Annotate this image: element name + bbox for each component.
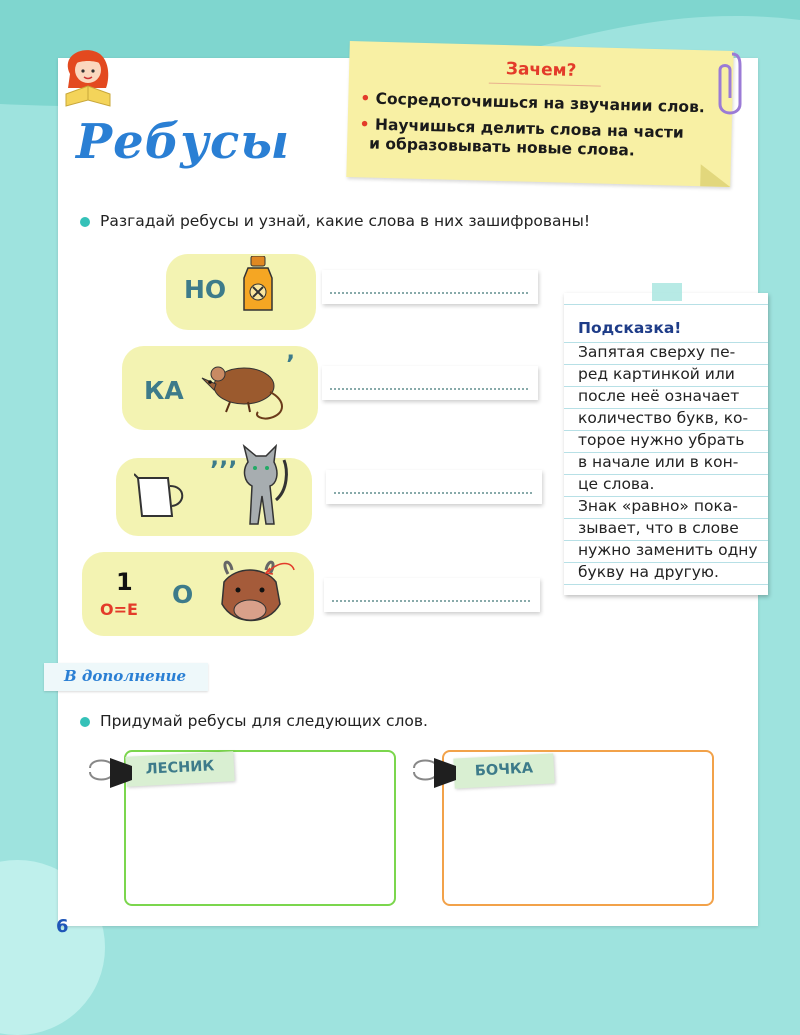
hint-line: Знак «равно» пока- [578, 497, 738, 515]
hint-line: букву на другую. [578, 563, 719, 581]
mouse-icon [196, 356, 288, 420]
why-item-2-cont: и образовывать новые слова. [368, 134, 635, 160]
answer-field-3[interactable] [326, 470, 542, 504]
answer-field-2[interactable] [322, 366, 538, 400]
hint-line: количество букв, ко- [578, 409, 749, 427]
tape-icon [652, 283, 682, 301]
binder-clip-icon [86, 752, 136, 794]
cow-icon [208, 556, 300, 628]
paperclip-icon [712, 48, 742, 120]
puzzle-1-text: НО [184, 275, 227, 304]
bullet-icon [80, 217, 90, 227]
hint-line: Запятая сверху пе- [578, 343, 736, 361]
why-title: Зачем? [505, 59, 577, 81]
extra-section-tag: В дополнение [44, 663, 208, 691]
answer-field-1[interactable] [322, 270, 538, 304]
hint-line: це слова. [578, 475, 655, 493]
puzzle-4-rule: О=Е [100, 600, 138, 619]
reading-girl-icon [56, 44, 116, 110]
task-instruction-1: Разгадай ребусы и узнай, какие слова в них зашифрованы! [80, 212, 590, 230]
hint-line: ред картинкой или [578, 365, 735, 383]
why-item-1: • Сосредоточишься на звучании слов. [360, 89, 705, 117]
why-note [346, 41, 733, 187]
hint-card [564, 293, 768, 595]
page-number: 6 [56, 916, 69, 937]
binder-clip-icon [410, 752, 460, 794]
hint-line: после неё означает [578, 387, 740, 405]
hint-line: нужно заменить одну [578, 541, 758, 559]
page-title: Ребусы [76, 114, 291, 170]
puzzle-2-comma: ’ [286, 350, 296, 378]
why-title-underline [489, 83, 601, 87]
hint-line: в начале или в кон- [578, 453, 739, 471]
cat-icon [234, 440, 290, 528]
hint-line: зывает, что в слове [578, 519, 739, 537]
note-fold [700, 164, 731, 187]
task-instruction-2: Придумай ребусы для следующих слов. [80, 712, 428, 730]
puzzle-4-text: О [172, 580, 194, 609]
bottle-icon [242, 256, 274, 314]
puzzle-2-text: КА [144, 376, 184, 405]
answer-field-4[interactable] [324, 578, 540, 612]
why-item-2: • Научишься делить слова на части [359, 115, 684, 142]
hint-line: торое нужно убрать [578, 431, 745, 449]
puzzle-4-digit: 1 [116, 568, 133, 596]
puzzle-3-commas: ’’’ [210, 456, 238, 484]
bullet-icon [80, 717, 90, 727]
hint-title: Подсказка! [578, 319, 682, 337]
word-tag-2: БОЧКА [453, 753, 554, 788]
word-tag-1: ЛЕСНИК [125, 751, 234, 787]
section-label: ЧТЕНИЕ [112, 68, 196, 88]
jug-icon [134, 470, 188, 520]
